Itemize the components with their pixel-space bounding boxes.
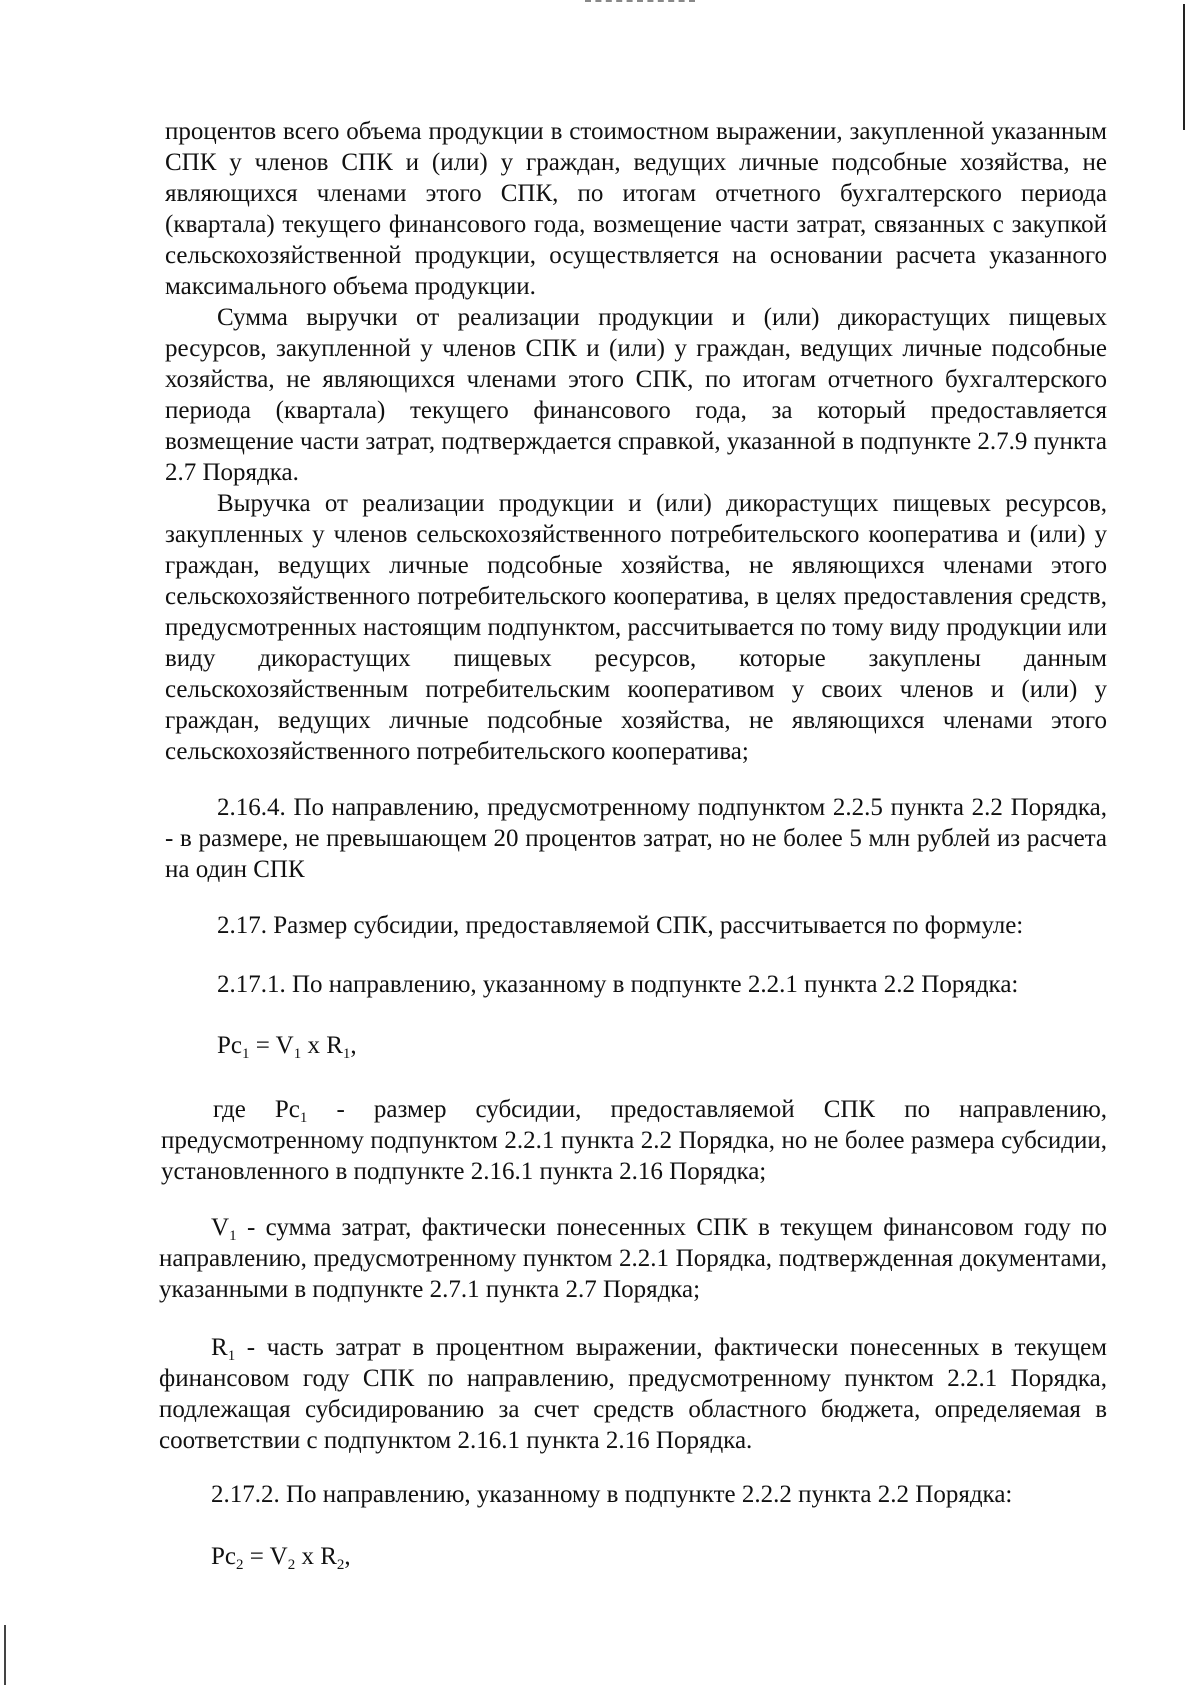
definition-r1 bbox=[159, 1332, 1107, 1456]
definition-v1 bbox=[159, 1212, 1107, 1305]
paragraph-text: 2.16.4. По направлению, предусмотренному подпунктом 2.2.5 пункта 2.2 Порядка, - в размере, не превышающем 20 процентов затрат, но не более 5 млн рублей из расчета на один СПК bbox=[165, 794, 1107, 883]
paragraph-text: Выручка от реализации продукции и (или) дикорастущих пищевых ресурсов, закупленных у членов сельскохозяйственного потребительского кооператива и (или) у граждан, ведущих личные подсобные хозяйства, не являющихся членами этого сельскохозяйственного потребительского кооператива, в целях предоставления средств, предусмотренных настоящим подпунктом, рассчитывается по тому виду продукции или виду дикорастущих пищевых ресурсов, которые закуплены данным сельскохозяйственным потребительским кооперативом у своих членов и (или) у граждан, ведущих личные подсобные хозяйства, не являющихся членами этого сельскохозяйственного потребительского кооператива; bbox=[165, 490, 1107, 765]
formula-symbol: R bbox=[320, 1543, 337, 1570]
paragraph-revenue bbox=[165, 488, 1107, 767]
definition-subscript: 1 bbox=[299, 1110, 308, 1126]
paragraph-top bbox=[165, 116, 1107, 302]
definition-text: - часть затрат в процентном выражении, фактически понесенных в текущем финансовом году СПК по направлению, предусмотренному пунктом 2.2.1 Порядка, подлежащая субсидированию за счет средств областного бюджета, определяемая в соответствии с подпунктом 2.16.1 пункта 2.16 Порядка. bbox=[159, 1334, 1107, 1454]
scan-edge-line bbox=[4, 1625, 6, 1685]
definition-symbol: где Pc bbox=[213, 1096, 300, 1123]
definition-symbol: R bbox=[211, 1334, 228, 1361]
paragraph-text bbox=[159, 1212, 1107, 1305]
formula-punct: , bbox=[350, 1032, 357, 1059]
formula-operator: = bbox=[249, 1032, 276, 1059]
paragraph-text: Сумма выручки от реализации продукции и (или) дикорастущих пищевых ресурсов, закупленной у членов СПК и (или) у граждан, ведущих личные подсобные хозяйства, не являющихся членами этого СПК, по итогам отчетного бухгалтерского периода (квартала) текущего финансового года, за который предоставляется возмещение части затрат, подтверждается справкой, указанной в подпункте 2.7.9 пункта 2.7 Порядка. bbox=[165, 304, 1107, 486]
paragraph-revenue-sum bbox=[165, 302, 1107, 488]
formula-subscript: 2 bbox=[287, 1557, 296, 1573]
formula-operator: x bbox=[301, 1032, 327, 1059]
clause-2-16-4 bbox=[165, 792, 1107, 885]
formula-symbol: Pc bbox=[217, 1032, 242, 1059]
page-top-mark bbox=[585, 0, 695, 5]
definition-symbol: V bbox=[211, 1214, 230, 1241]
clause-2-17-2: 2.17.2. По направлению, указанному в подпункте 2.2.2 пункта 2.2 Порядка: bbox=[211, 1481, 1013, 1508]
formula-operator: x bbox=[295, 1543, 321, 1570]
definition-subscript: 1 bbox=[227, 1348, 236, 1364]
formula-subscript: 1 bbox=[342, 1046, 351, 1062]
scan-edge-line bbox=[1183, 4, 1185, 130]
paragraph-text bbox=[159, 1332, 1107, 1456]
definition-subscript: 1 bbox=[229, 1228, 237, 1244]
formula-1 bbox=[217, 1030, 357, 1061]
paragraph-text: процентов всего объема продукции в стоимостном выражении, закупленной указанным СПК у членов СПК и (или) у граждан, ведущих личные подсобные хозяйства, не являющихся членами этого СПК, по итогам отчетного бухгалтерского периода (квартала) текущего финансового года, возмещение части затрат, связанных с закупкой сельскохозяйственной продукции, осуществляется на основании расчета указанного максимального объема продукции. bbox=[165, 118, 1107, 300]
formula-symbol: Pc bbox=[211, 1543, 236, 1570]
definition-text: - сумма затрат, фактически понесенных СПК в текущем финансовом году по направлению, предусмотренному пунктом 2.2.1 Порядка, подтвержденная документами, указанными в подпункте 2.7.1 пункта 2.7 Порядка; bbox=[159, 1214, 1107, 1303]
formula-subscript: 2 bbox=[236, 1557, 244, 1573]
formula-symbol: V bbox=[269, 1543, 288, 1570]
clause-2-17: 2.17. Размер субсидии, предоставляемой СПК, рассчитывается по формуле: bbox=[217, 912, 1024, 939]
formula-subscript: 2 bbox=[336, 1557, 345, 1573]
definition-pc1 bbox=[161, 1094, 1107, 1187]
formula-subscript: 1 bbox=[242, 1046, 250, 1062]
formula-symbol: R bbox=[326, 1032, 343, 1059]
formula-subscript: 1 bbox=[293, 1046, 302, 1062]
formula-2 bbox=[211, 1541, 351, 1572]
formula-symbol: V bbox=[275, 1032, 294, 1059]
formula-operator: = bbox=[243, 1543, 270, 1570]
paragraph-text bbox=[161, 1094, 1107, 1187]
formula-punct: , bbox=[344, 1543, 351, 1570]
clause-2-17-1: 2.17.1. По направлению, указанному в подпункте 2.2.1 пункта 2.2 Порядка: bbox=[217, 971, 1019, 998]
definition-text: - размер субсидии, предоставляемой СПК по направлению, предусмотренному подпунктом 2.2.1 пункта 2.2 Порядка, но не более размера субсидии, установленного в подпункте 2.16.1 пункта 2.16 Порядка; bbox=[161, 1096, 1108, 1185]
